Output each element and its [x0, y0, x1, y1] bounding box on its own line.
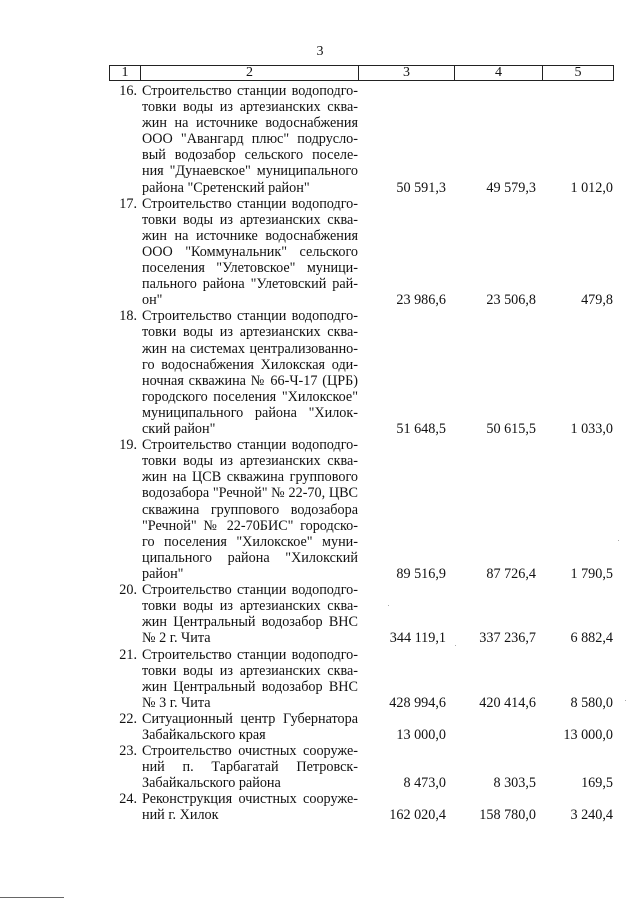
row-description — [142, 437, 358, 582]
value-col-5: 3 240,4 — [570, 807, 613, 824]
description-line: ципального района "Хилокский — [142, 549, 358, 566]
value-col-5: 6 882,4 — [570, 630, 613, 647]
description-line: № 2 г. Чита — [142, 630, 211, 647]
description-line: жин Центральный водозабор ВНС — [142, 678, 358, 695]
row-description — [142, 308, 358, 437]
value-col-3: 23 986,6 — [396, 292, 446, 309]
value-col-3: 344 119,1 — [389, 630, 446, 647]
table-header — [109, 65, 614, 81]
header-col-3: 3 — [359, 66, 455, 80]
description-line: водозабора "Речной" № 22-70, ЦВС — [142, 485, 358, 502]
description-line: Строительство станции водоподго- — [142, 195, 358, 212]
value-col-3: 13 000,0 — [396, 726, 446, 743]
description-line: товки воды из артезианских сква- — [142, 99, 358, 116]
value-col-3: 51 648,5 — [396, 421, 446, 438]
description-line: городского поселения "Хилокское" — [142, 388, 358, 405]
description-line: жин на системах централизованно- — [142, 340, 358, 357]
value-col-5: 479,8 — [581, 292, 613, 309]
row-number: 22. — [119, 710, 137, 727]
row-number: 19. — [119, 437, 137, 454]
value-col-4: 337 236,7 — [479, 630, 536, 647]
description-line: товки воды из артезианских сква- — [142, 453, 358, 470]
description-line: муниципального района "Хилок- — [142, 404, 358, 421]
description-line: жин на ЦСВ скважина группового — [142, 469, 358, 486]
row-number: 20. — [119, 582, 137, 599]
value-col-5: 1 790,5 — [570, 565, 613, 582]
description-line: ний п. Тарбагатай Петровск- — [142, 759, 358, 776]
row-description — [142, 791, 358, 823]
description-line: ния "Дунаевское" муниципального — [142, 163, 358, 180]
description-line: ООО "Коммунальник" сельского — [142, 243, 358, 260]
footer-rule — [0, 897, 64, 898]
description-line: Строительство станции водоподго- — [142, 437, 358, 454]
header-col-5: 5 — [574, 65, 582, 80]
header-col-2: 2 — [141, 66, 359, 80]
row-number: 16. — [119, 83, 137, 99]
row-description — [142, 196, 358, 309]
description-line: товки воды из артезианских сква- — [142, 211, 358, 228]
value-col-5: 8 580,0 — [570, 694, 613, 711]
description-line: жин Центральный водозабор ВНС — [142, 614, 358, 631]
value-col-4: 87 726,4 — [486, 565, 536, 582]
description-line: района "Сретенский район" — [142, 179, 310, 196]
value-col-5: 169,5 — [581, 775, 613, 792]
row-number: 21. — [119, 646, 137, 663]
description-line: Реконструкция очистных сооруже- — [142, 791, 358, 808]
row-number: 18. — [119, 308, 137, 325]
description-line: Забайкальского района — [142, 775, 281, 792]
scan-speck — [618, 540, 619, 541]
value-col-4: 49 579,3 — [486, 179, 536, 196]
row-description — [142, 582, 358, 646]
row-number: 23. — [119, 743, 137, 760]
description-line: ООО "Авангард плюс" подрусло- — [142, 131, 358, 148]
value-col-5: 1 012,0 — [570, 179, 613, 196]
description-line: го поселения "Хилокское" муни- — [142, 533, 358, 550]
value-col-4: 50 615,5 — [486, 421, 536, 438]
value-col-4: 420 414,6 — [479, 694, 536, 711]
description-line: Строительство станции водоподго- — [142, 308, 358, 325]
description-line: Строительство очистных сооруже- — [142, 743, 358, 760]
value-col-3: 50 591,3 — [396, 179, 446, 196]
description-line: "Речной" № 22-70БИС" городско- — [142, 517, 358, 534]
description-line: он" — [142, 292, 163, 309]
row-description — [142, 743, 358, 791]
description-line: го водоснабжения Хилокская оди- — [142, 356, 358, 373]
description-line: вый водозабор сельского поселе- — [142, 147, 358, 164]
value-col-4: 23 506,8 — [486, 292, 536, 309]
value-col-3: 428 994,6 — [389, 694, 446, 711]
row-number: 17. — [119, 195, 137, 212]
description-line: товки воды из артезианских сква- — [142, 324, 358, 341]
description-line: район" — [142, 565, 184, 582]
value-col-3: 89 516,9 — [396, 565, 446, 582]
description-line: Строительство станции водоподго- — [142, 582, 358, 599]
description-line: пального района "Улетовский рай- — [142, 276, 358, 293]
scan-speck — [455, 645, 456, 646]
scan-speck — [388, 605, 389, 606]
description-line: № 3 г. Чита — [142, 694, 211, 711]
row-number: 24. — [119, 791, 137, 808]
description-line: поселения "Улетовское" муници- — [142, 260, 358, 277]
value-col-3: 8 473,0 — [403, 775, 446, 792]
scan-speck — [625, 700, 626, 701]
header-col-1: 1 — [110, 66, 141, 80]
description-line: ский район" — [142, 421, 216, 438]
description-line: Забайкальского края — [142, 726, 266, 743]
description-line: товки воды из артезианских сква- — [142, 662, 358, 679]
row-description — [142, 83, 358, 196]
header-col-4: 4 — [455, 66, 543, 80]
row-description — [142, 647, 358, 711]
description-line: Строительство станции водоподго- — [142, 83, 358, 99]
value-col-3: 162 020,4 — [389, 807, 446, 824]
description-line: скважина группового водозабора — [142, 501, 358, 518]
value-col-4: 158 780,0 — [479, 807, 536, 824]
description-line: ний г. Хилок — [142, 807, 219, 824]
value-col-5: 1 033,0 — [570, 421, 613, 438]
description-line: товки воды из артезианских сква- — [142, 598, 358, 615]
description-line: жин на источнике водоснабжения — [142, 227, 358, 244]
description-line: Ситуационный центр Губернатора — [142, 710, 358, 727]
description-line: Строительство станции водоподго- — [142, 646, 358, 663]
page-number: 3 — [316, 44, 324, 59]
description-line: ночная скважина № 66-Ч-17 (ЦРБ) — [142, 372, 358, 389]
row-description — [142, 711, 358, 743]
value-col-5: 13 000,0 — [563, 726, 613, 743]
value-col-4: 8 303,5 — [493, 775, 536, 792]
description-line: жин на источнике водоснабжения — [142, 115, 358, 132]
